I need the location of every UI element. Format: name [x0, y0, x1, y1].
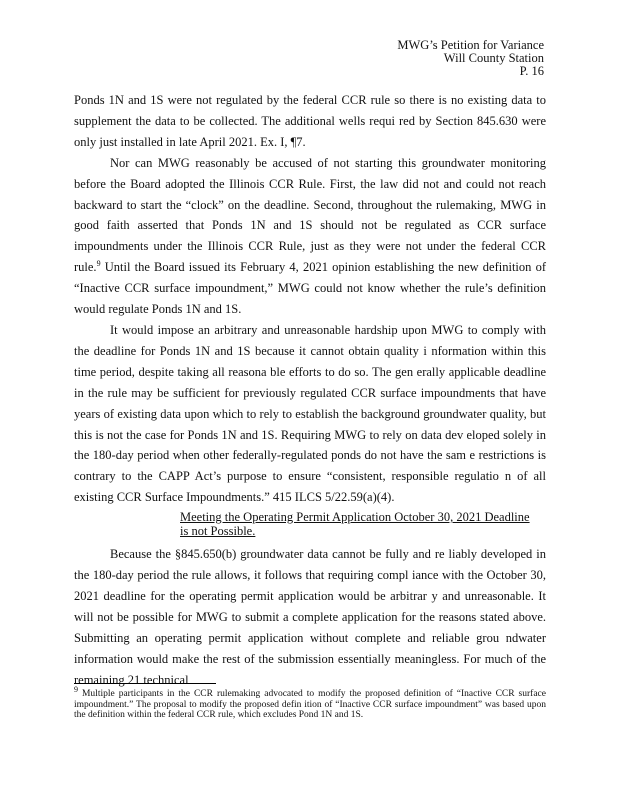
header-station: Will County Station: [443, 51, 544, 65]
paragraph-2-text-a: Nor can MWG reasonably be accused of not starting this groundwater monitoring before the Board adopted the Illinois CCR Rule. First, the law did not and could not reach backward to start the “clock” on the deadline. Second, throughout the rulemaking, MWG in good faith asserted that Ponds 1N and 1S should not be regulated as CCR surface impoundments under the Illinois CCR Rule, just as they were not under the federal CCR rule.: [74, 155, 546, 275]
running-header: [397, 39, 544, 78]
paragraph-1: Ponds 1N and 1S were not regulated by the federal CCR rule so there is no existing data to supplement the data to be collected. The additional wells requi red by Section 845.630 were only just installed in late April 2021. Ex. I, ¶7.: [74, 93, 546, 149]
footnote-mark: 9: [74, 684, 78, 694]
header-title: MWG’s Petition for Variance: [397, 38, 544, 52]
footnote-reference: 9: [96, 259, 101, 269]
footnote: [74, 684, 546, 721]
header-page-number: P. 16: [519, 64, 544, 78]
footnote-separator: [74, 683, 216, 684]
footnote-text: Multiple participants in the CCR rulemaking advocated to modify the proposed definition of “Inactive CCR surface impoundment.” The proposal to modify the proposed defin ition of “Inactive CCR surface impoundment” was based upon the definition within the federal CCR rule, which excludes Pond 1N and 1S.: [74, 689, 546, 720]
paragraph-2-text-b: Until the Board issued its February 4, 2021 opinion establishing the new definition of “Inactive CCR surface impoundment,” MWG could not know whether the rule’s definition would regulate Ponds 1N and 1S.: [74, 260, 546, 317]
paragraph-2: [74, 153, 546, 320]
body-text: [74, 90, 546, 690]
paragraph-4: Because the §845.650(b) groundwater data cannot be fully and re liably developed in the 180-day period the rule allows, it follows that requiring compl iance with the October 30, 2021 deadline for the operating permit application would be arbitrar y and unreasonable. It will not be possible for MWG to submit a complete application for the reasons stated above. Submitting an operating permit application without complete and reliable grou ndwater information would make the rest of the submission essentially meaningless. For much of the remaining 21 technical: [74, 547, 546, 687]
section-heading: Meeting the Operating Permit Application October 30, 2021 Deadline is not Possible.: [180, 510, 530, 538]
paragraph-3: It would impose an arbitrary and unreasonable hardship upon MWG to comply with the deadline for Ponds 1N and 1S because it cannot obtain quality i nformation within this time period, despite taking all reasona ble efforts to do so. The gen erally applicable deadline in the rule may be sufficient for previously regulated CCR surface impoundments that have years of existing data upon which to rely to establish the background groundwater quality, but this is not the case for Ponds 1N and 1S. Requiring MWG to rely on data dev eloped solely in the 180-day period when other federally-regulated ponds do not have the sam e restrictions is contrary to the CAPP Act’s purpose to ensure “consistent, responsible regulatio n of all existing CCR Surface Impoundments.” 415 ILCS 5/22.59(a)(4).: [74, 322, 546, 505]
